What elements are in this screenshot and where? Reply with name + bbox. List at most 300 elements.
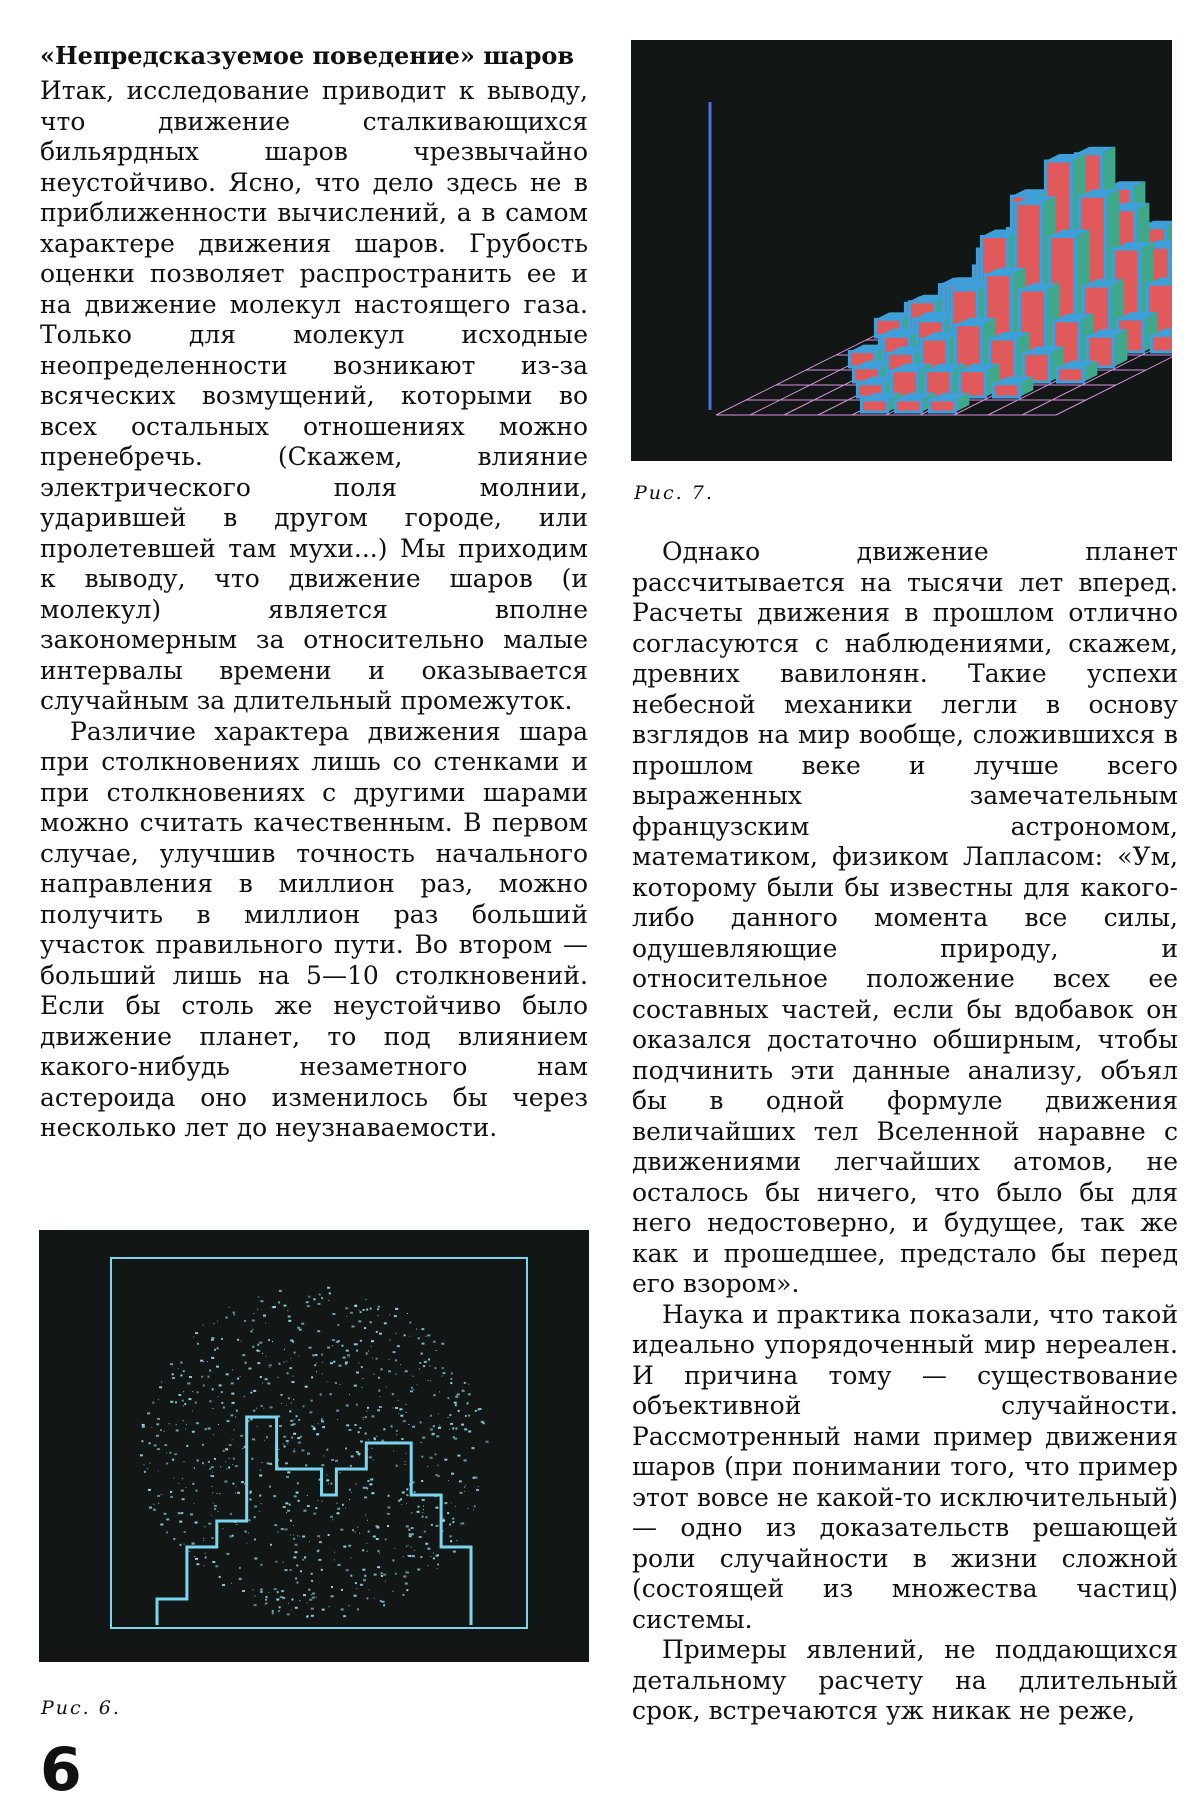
particle (231, 1382, 234, 1384)
particle (278, 1363, 280, 1365)
particle (217, 1347, 219, 1349)
particle (333, 1361, 335, 1363)
bar-front (993, 384, 1019, 397)
particle (289, 1367, 292, 1369)
particle (237, 1339, 239, 1341)
particle (172, 1459, 174, 1461)
particle (264, 1440, 265, 1441)
particle (374, 1437, 376, 1439)
particle (360, 1441, 363, 1443)
particle (158, 1399, 159, 1400)
particle (448, 1480, 449, 1481)
particle (317, 1330, 320, 1332)
particle (318, 1559, 321, 1561)
particle (464, 1487, 465, 1488)
particle (379, 1553, 380, 1554)
particle (236, 1410, 238, 1412)
particle (237, 1378, 239, 1380)
particle (156, 1423, 159, 1425)
particle (330, 1516, 333, 1518)
particle (307, 1505, 310, 1507)
particle (290, 1534, 291, 1535)
particle (464, 1491, 465, 1492)
particle (298, 1419, 300, 1421)
particle (327, 1347, 330, 1349)
particle (267, 1382, 270, 1384)
particle (291, 1437, 293, 1439)
particle (173, 1478, 174, 1479)
particle (305, 1386, 308, 1388)
particle (427, 1334, 430, 1336)
particle (232, 1483, 234, 1485)
particle (244, 1320, 246, 1322)
particle (331, 1483, 333, 1485)
particle (259, 1475, 262, 1477)
particle (153, 1504, 154, 1505)
particle (286, 1405, 287, 1406)
particle (176, 1430, 179, 1432)
particle (235, 1417, 236, 1418)
particle (393, 1559, 395, 1561)
particle (421, 1328, 424, 1330)
particle (147, 1468, 148, 1469)
particle (186, 1424, 187, 1425)
particle (290, 1420, 293, 1422)
particle (345, 1362, 348, 1364)
particle (272, 1612, 274, 1614)
particle (458, 1410, 460, 1412)
particle (205, 1553, 206, 1554)
particle (391, 1425, 393, 1427)
particle (242, 1448, 243, 1449)
particle (283, 1436, 286, 1438)
particle (157, 1448, 160, 1450)
particle (301, 1323, 304, 1325)
particle (328, 1483, 329, 1484)
particle (357, 1608, 359, 1610)
particle (179, 1521, 182, 1523)
particle (311, 1400, 313, 1402)
particle (297, 1482, 299, 1484)
particle (349, 1357, 350, 1358)
particle (411, 1527, 414, 1529)
particle (185, 1429, 186, 1430)
particle (444, 1459, 447, 1461)
bar-front (861, 400, 887, 412)
particle (184, 1544, 185, 1545)
particle (430, 1415, 432, 1417)
particle (422, 1437, 425, 1439)
particle (299, 1329, 302, 1331)
particle (427, 1565, 428, 1566)
particle (447, 1397, 449, 1399)
particle (189, 1551, 190, 1552)
particle (318, 1500, 319, 1501)
particle (321, 1297, 323, 1299)
particle (290, 1520, 292, 1522)
particle (413, 1389, 414, 1390)
particle (341, 1589, 343, 1591)
particle (476, 1489, 479, 1491)
particle (450, 1378, 452, 1380)
particle (196, 1333, 197, 1334)
particle (284, 1362, 285, 1363)
particle (351, 1455, 354, 1457)
particle (326, 1475, 327, 1476)
particle (365, 1299, 366, 1300)
particle (313, 1513, 316, 1515)
particle (212, 1561, 215, 1563)
particle (290, 1358, 291, 1359)
particle (473, 1509, 474, 1510)
particle (418, 1506, 420, 1508)
particle (423, 1506, 424, 1507)
particle (361, 1387, 362, 1388)
particle (208, 1523, 211, 1525)
particle (334, 1559, 335, 1560)
particle (356, 1404, 358, 1406)
particle (272, 1610, 274, 1612)
particle (436, 1555, 439, 1557)
particle (190, 1513, 193, 1515)
bar-front (1151, 336, 1172, 353)
particle (185, 1487, 186, 1488)
particle (234, 1429, 235, 1430)
particle (195, 1490, 197, 1492)
particle (388, 1359, 389, 1360)
particle (288, 1603, 289, 1604)
particle (266, 1596, 268, 1598)
particle (214, 1505, 217, 1507)
particle (362, 1569, 365, 1571)
particle (388, 1370, 391, 1372)
particle (272, 1341, 273, 1342)
particle (208, 1376, 210, 1378)
particle (212, 1472, 213, 1473)
particle (354, 1385, 357, 1387)
particle (257, 1350, 260, 1352)
particle (270, 1544, 272, 1546)
particle (373, 1460, 374, 1461)
particle (214, 1508, 216, 1510)
particle (317, 1535, 320, 1537)
particle (321, 1420, 324, 1422)
particle (176, 1424, 177, 1425)
particle (329, 1606, 330, 1607)
particle (337, 1512, 340, 1514)
particle (392, 1393, 394, 1395)
particle (161, 1494, 162, 1495)
particle (464, 1382, 466, 1384)
particle (467, 1508, 468, 1509)
particle (398, 1400, 399, 1401)
figure-7-chart (631, 40, 1172, 461)
particle (291, 1403, 292, 1404)
particle (307, 1305, 310, 1307)
particle (181, 1512, 183, 1514)
particle (298, 1442, 301, 1444)
particle (213, 1434, 214, 1435)
particle (281, 1528, 284, 1530)
particle (395, 1309, 396, 1310)
particle (297, 1437, 300, 1439)
particle (454, 1402, 457, 1404)
particle (390, 1340, 391, 1341)
particle (220, 1385, 221, 1386)
particle (425, 1336, 426, 1337)
particle (292, 1381, 295, 1383)
particle (208, 1461, 210, 1463)
particle (347, 1354, 350, 1356)
particle (356, 1451, 359, 1453)
particle (158, 1470, 159, 1471)
particle (281, 1403, 282, 1404)
particle (411, 1512, 412, 1513)
particle (252, 1329, 253, 1330)
particle (468, 1415, 470, 1417)
particle (311, 1425, 313, 1427)
particle (420, 1556, 422, 1558)
particle (180, 1374, 182, 1376)
particle (292, 1376, 293, 1377)
particle (293, 1535, 294, 1536)
particle (332, 1345, 333, 1346)
particle (345, 1508, 346, 1509)
particle (395, 1359, 397, 1361)
particle (380, 1600, 382, 1602)
particle (452, 1427, 454, 1429)
right-paragraph-3: Примеры явлений, не поддающихся детальному расчету на длительный срок, встречаются уж никак не реже, (632, 1635, 1178, 1725)
particle (405, 1404, 406, 1405)
particle (303, 1510, 306, 1512)
particle (297, 1327, 300, 1329)
particle (251, 1458, 253, 1460)
particle (457, 1455, 460, 1457)
particle (468, 1431, 471, 1433)
particle (378, 1315, 379, 1316)
particle (401, 1504, 402, 1505)
particle (169, 1423, 170, 1424)
particle (307, 1603, 308, 1604)
particle (147, 1412, 150, 1414)
particle (381, 1368, 383, 1370)
particle (309, 1599, 312, 1601)
particle (414, 1550, 415, 1551)
particle (197, 1343, 199, 1345)
particle (203, 1361, 204, 1362)
particle (340, 1384, 341, 1385)
particle (323, 1455, 324, 1456)
particle (250, 1499, 252, 1501)
particle (142, 1426, 145, 1428)
particle (393, 1591, 394, 1592)
particle (166, 1518, 169, 1520)
particle (299, 1600, 300, 1601)
particle (249, 1519, 251, 1521)
particle (285, 1502, 288, 1504)
particle (196, 1563, 199, 1565)
particle (337, 1419, 338, 1420)
particle (192, 1543, 195, 1545)
particle (266, 1436, 268, 1438)
particle (283, 1562, 284, 1563)
particle (246, 1543, 247, 1544)
particle (359, 1362, 360, 1363)
particle (230, 1414, 233, 1416)
particle (296, 1565, 298, 1567)
particle (172, 1377, 175, 1379)
page-number: 6 (40, 1735, 82, 1805)
particle (262, 1353, 263, 1354)
particle (355, 1304, 357, 1306)
particle (427, 1466, 428, 1467)
particle (394, 1315, 397, 1317)
particle (369, 1483, 372, 1485)
particle (438, 1475, 440, 1477)
particle (343, 1357, 346, 1359)
particle (473, 1478, 474, 1479)
particle (290, 1569, 292, 1571)
particle (376, 1358, 378, 1360)
particle (253, 1390, 256, 1392)
particle (212, 1537, 214, 1539)
particle (183, 1391, 184, 1392)
particle (404, 1334, 406, 1336)
particle (149, 1463, 150, 1464)
particle (362, 1549, 364, 1551)
particle (223, 1407, 225, 1409)
particle (424, 1531, 426, 1533)
particle (295, 1607, 298, 1609)
particle-cloud (140, 1287, 489, 1618)
particle (360, 1311, 362, 1313)
particle (269, 1367, 270, 1368)
particle (406, 1589, 408, 1591)
particle (224, 1481, 227, 1483)
particle (316, 1363, 317, 1364)
particle (266, 1356, 267, 1357)
particle (381, 1572, 383, 1574)
particle (273, 1495, 276, 1497)
particle (312, 1581, 313, 1582)
particle (321, 1501, 322, 1502)
particle (288, 1397, 290, 1399)
particle (396, 1374, 397, 1375)
particle (356, 1372, 359, 1374)
particle (464, 1428, 467, 1430)
particle (205, 1557, 207, 1559)
particle (214, 1349, 216, 1351)
particle (400, 1498, 402, 1500)
particle (363, 1419, 364, 1420)
particle (368, 1439, 369, 1440)
particle (423, 1365, 425, 1367)
particle (151, 1427, 152, 1428)
particle (226, 1468, 227, 1469)
particle (346, 1405, 349, 1407)
particle (315, 1507, 317, 1509)
bar-front (929, 400, 955, 412)
particle (346, 1569, 349, 1571)
particle (287, 1443, 288, 1444)
particle (273, 1306, 276, 1308)
particle (237, 1492, 240, 1494)
particle (447, 1512, 449, 1514)
particle (387, 1525, 389, 1527)
particle (356, 1588, 357, 1589)
particle (268, 1592, 269, 1593)
particle (382, 1601, 385, 1603)
particle (338, 1340, 340, 1342)
particle (328, 1300, 329, 1301)
particle (453, 1436, 455, 1438)
particle (182, 1400, 184, 1402)
particle (274, 1524, 277, 1526)
particle (369, 1589, 370, 1590)
particle (435, 1507, 438, 1509)
particle (293, 1433, 296, 1435)
particle (421, 1456, 423, 1458)
particle (279, 1425, 282, 1427)
particle (319, 1294, 321, 1296)
particle (285, 1462, 288, 1464)
particle (430, 1429, 433, 1431)
particle (217, 1321, 218, 1322)
particle (448, 1417, 449, 1418)
particle (294, 1448, 295, 1449)
particle (350, 1575, 352, 1577)
figure-7 (631, 40, 1172, 461)
particle (460, 1523, 461, 1524)
particle (316, 1371, 317, 1372)
particle (339, 1565, 340, 1566)
particle (213, 1408, 214, 1409)
particle (311, 1608, 314, 1610)
particle (313, 1298, 315, 1300)
frame-border (111, 1258, 527, 1628)
particle (274, 1588, 277, 1590)
particle (326, 1449, 328, 1451)
particle (203, 1540, 204, 1541)
particle (316, 1597, 317, 1598)
particle (226, 1553, 229, 1555)
particle (406, 1412, 407, 1413)
particle (332, 1519, 333, 1520)
particle (278, 1532, 279, 1533)
particle (161, 1381, 162, 1382)
particle (394, 1548, 395, 1549)
particle (330, 1362, 333, 1364)
particle (254, 1313, 255, 1314)
particle (331, 1595, 334, 1597)
particle (406, 1488, 408, 1490)
particle (366, 1597, 368, 1599)
particle (327, 1381, 328, 1382)
particle (249, 1492, 251, 1494)
particle (159, 1386, 162, 1388)
particle (337, 1503, 338, 1504)
particle (350, 1465, 352, 1467)
particle (396, 1434, 397, 1435)
particle (379, 1406, 382, 1408)
particle (294, 1419, 295, 1420)
particle (256, 1408, 257, 1409)
particle (286, 1476, 289, 1478)
particle (221, 1402, 223, 1404)
particle (211, 1357, 214, 1359)
particle (449, 1524, 451, 1526)
particle (258, 1297, 259, 1298)
